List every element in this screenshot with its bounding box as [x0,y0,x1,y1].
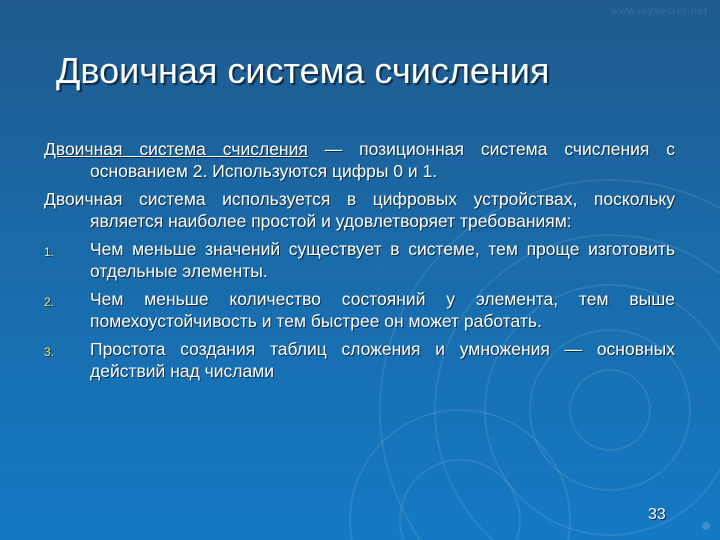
list-item [44,288,675,332]
definition-term: Двоичная система счисления [44,139,308,159]
definition-paragraph [44,138,675,182]
slide-content [44,138,675,388]
list-item [44,338,675,382]
list-number: 2. [44,295,55,309]
intro-paragraph: Двоичная система используется в цифровых устройствах, поскольку является наиболее простой и удовлетворяет требованиям: [44,189,675,231]
list-item-text: Чем меньше количество состояний у элемента, тем выше помехоустойчивость и тем быстрее он может работать. [90,289,675,331]
list-item-text: Простота создания таблиц сложения и умножения — основных действий над числами [90,339,675,381]
list-item-text: Чем меньше значений существует в системе, тем проще изготовить отдельные элементы. [90,239,675,281]
page-number: 33 [648,506,666,523]
definition-text: — позиционная система счисления с основанием 2. Используются цифры 0 и 1. [90,139,676,181]
slide-title: Двоичная система счисления [56,50,550,91]
list-number: 1. [44,245,55,259]
watermark: www.mysecret.net [610,6,708,17]
list-number: 3. [44,345,55,359]
list-item [44,238,675,282]
corner-dot-icon [702,522,710,530]
